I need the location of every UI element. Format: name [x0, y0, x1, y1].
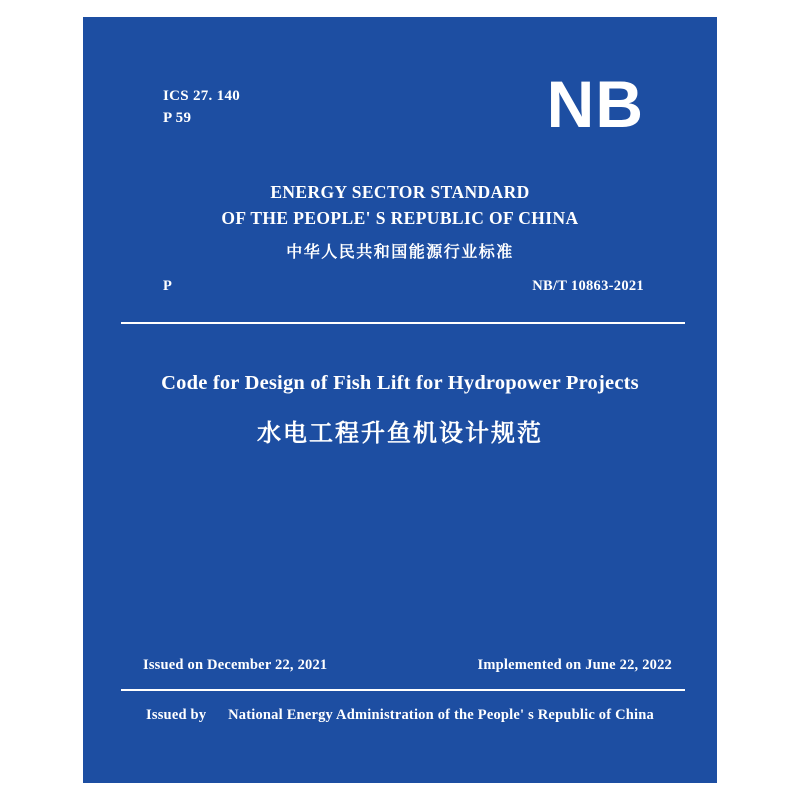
ics-block [163, 85, 240, 129]
issued-on-date: Issued on December 22, 2021 [143, 657, 328, 673]
standard-issuer-en-line1: ENERGY SECTOR STANDARD [270, 182, 530, 202]
issued-by-row [83, 707, 717, 724]
divider-bottom [121, 689, 685, 691]
document-title-en: Code for Design of Fish Lift for Hydropower Projects [161, 372, 639, 394]
classification-code: P [163, 278, 173, 294]
standard-cover [83, 17, 717, 783]
implemented-on-date: Implemented on June 22, 2022 [477, 657, 672, 673]
p-code: P 59 [163, 110, 192, 126]
classification-row [163, 278, 644, 295]
nb-logo: NB [546, 67, 644, 141]
dates-row [143, 657, 672, 674]
document-title-cn: 水电工程升鱼机设计规范 [257, 419, 543, 447]
standard-issuer-en-line2: OF THE PEOPLE' S REPUBLIC OF CHINA [221, 208, 579, 228]
divider-top [121, 322, 685, 324]
ics-code: ICS 27. 140 [163, 88, 241, 104]
standard-number: NB/T 10863-2021 [532, 278, 644, 294]
issued-by-organization: National Energy Administration of the People' s Republic of China [228, 707, 654, 723]
issued-by-label: Issued by [146, 707, 207, 723]
standard-issuer-cn: 中华人民共和国能源行业标准 [286, 242, 514, 261]
standard-issuer-en [83, 179, 717, 231]
